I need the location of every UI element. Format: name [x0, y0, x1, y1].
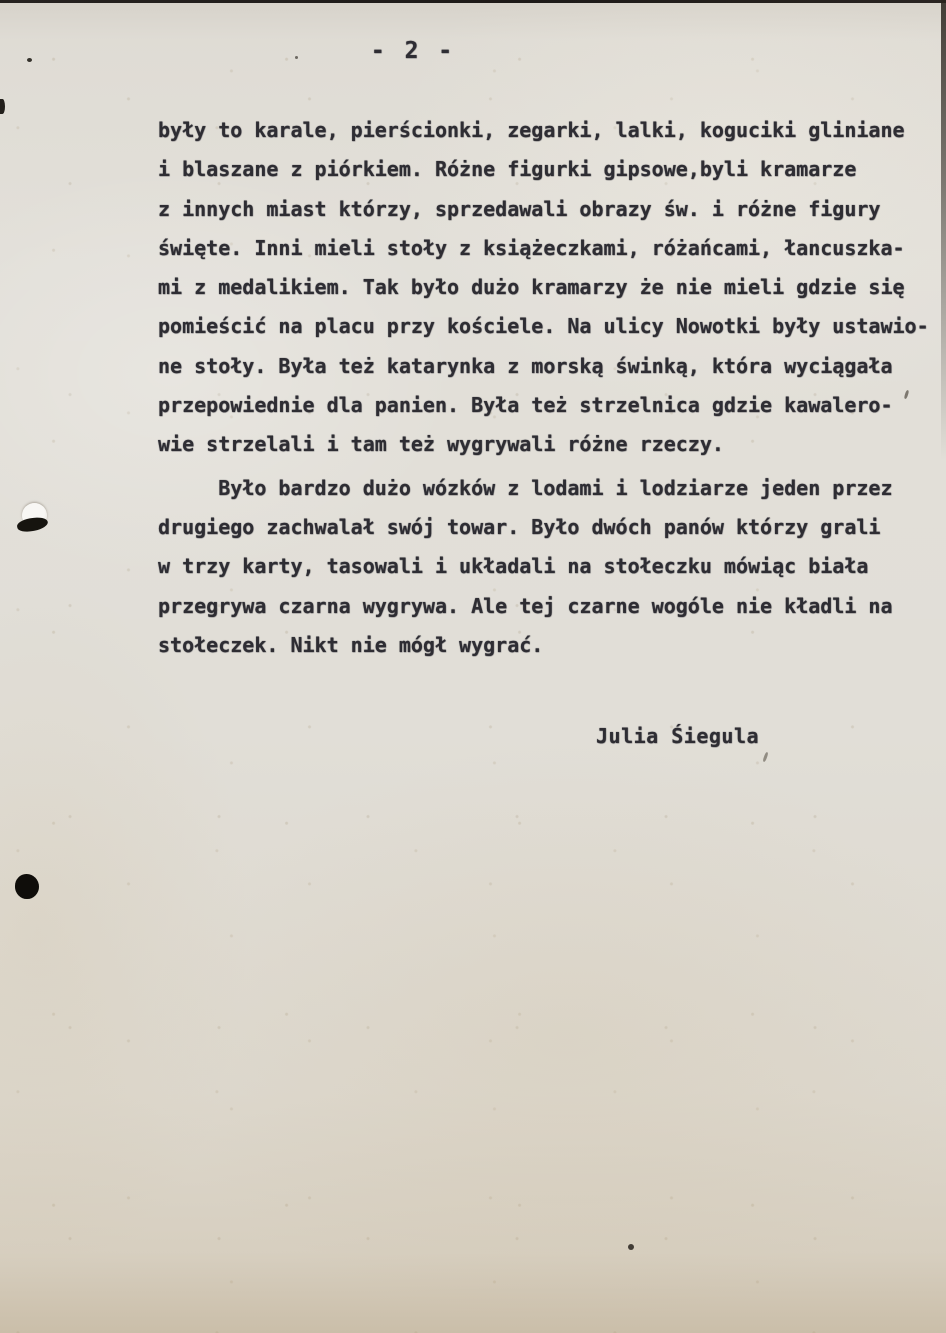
typed-line: drugiego zachwalał swój towar. Było dwóch panów którzy grali — [158, 514, 881, 539]
punch-hole-top-shadow — [16, 515, 49, 534]
typed-line: wie strzelali i tam też wygrywali różne rzeczy. — [158, 432, 724, 457]
punch-hole-bottom-icon — [15, 874, 39, 899]
typed-line: stołeczek. Nikt nie mógł wygrać. — [158, 632, 544, 657]
typed-line: przegrywa czarna wygrywa. Ale tej czarne wogóle nie kładli na — [158, 593, 893, 618]
typed-line-paragraph-start: Było bardzo dużo wózków z lodami i lodziarze jeden przez — [158, 475, 893, 500]
scan-edge-top — [0, 0, 946, 3]
typed-line: mi z medalikiem. Tak było dużo kramarzy że nie mieli gdzie się — [158, 275, 905, 300]
page-number: - 2 - — [370, 38, 456, 64]
paper-speck — [295, 56, 298, 59]
typed-line: święte. Inni mieli stoły z książeczkami, różańcami, łancuszka- — [158, 235, 905, 260]
typed-line: przepowiednie dla panien. Była też strzelnica gdzie kawalero- — [158, 393, 893, 418]
paper-speck — [762, 752, 768, 762]
left-edge-mark — [0, 99, 5, 114]
paper-speck — [628, 1244, 634, 1250]
typed-line: z innych miast którzy, sprzedawali obrazy św. i różne figury — [158, 196, 881, 221]
paper-speck — [27, 58, 32, 62]
typed-line: były to karale, pierścionki, zegarki, lalki, koguciki gliniane — [158, 118, 905, 142]
typed-line: w trzy karty, tasowali i układali na stołeczku mówiąc biała — [158, 554, 869, 579]
typed-line: ne stoły. Była też katarynka z morską świnką, która wyciągała — [158, 353, 893, 378]
typed-text-block — [158, 111, 930, 665]
typed-line: i blaszane z piórkiem. Różne figurki gipsowe,byli kramarze — [158, 157, 857, 182]
author-signature: Julia Śiegula — [596, 724, 760, 748]
scan-edge-right — [941, 0, 946, 460]
typed-line: pomieścić na placu przy kościele. Na ulicy Nowotki były ustawio- — [158, 314, 929, 339]
